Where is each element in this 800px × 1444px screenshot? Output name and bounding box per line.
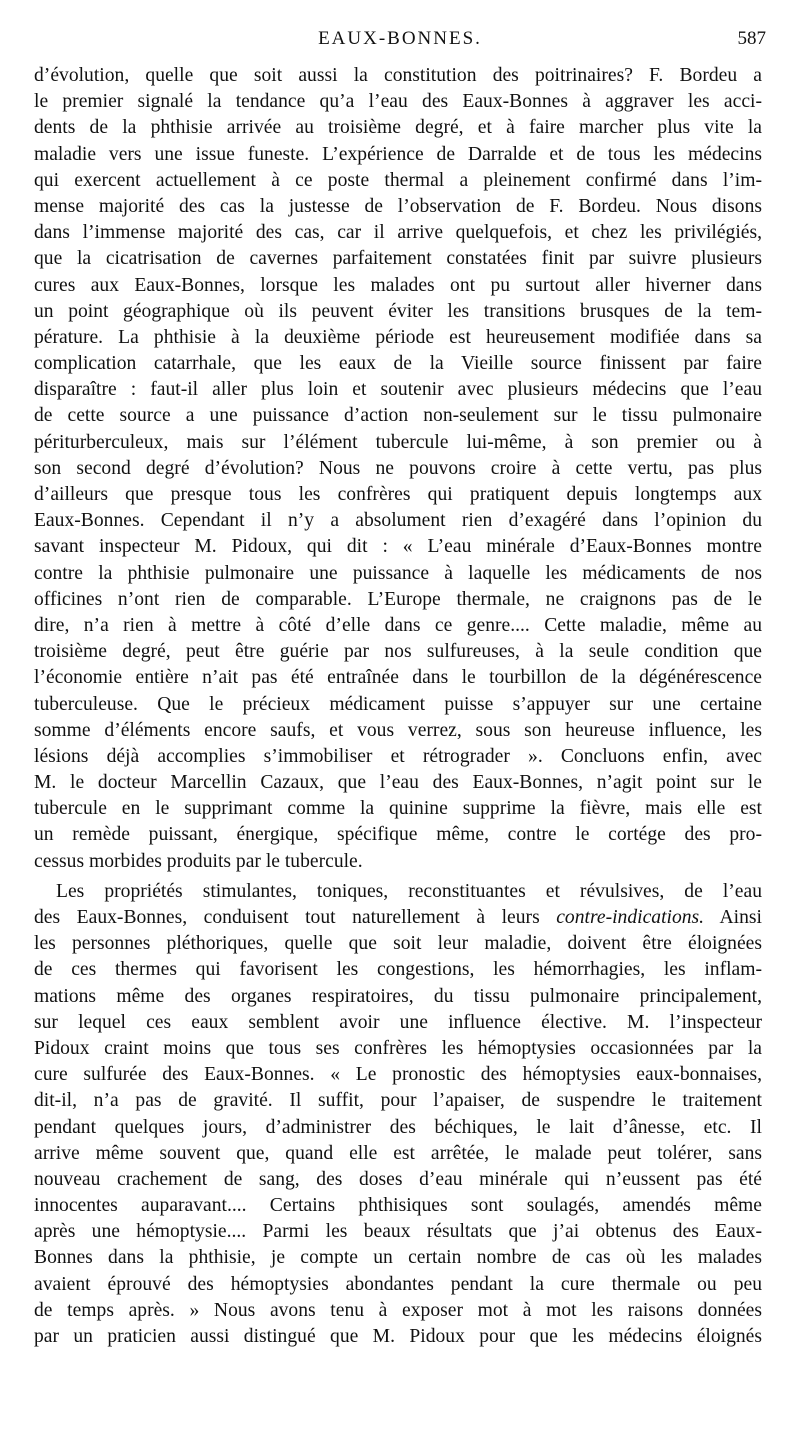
text-line: troisième degré, peut être guérie par nos sulfureuses, à la seule condition que [34, 641, 762, 663]
text-line: pendant quelques jours, d’administrer des béchiques, le lait d’ânesse, etc. Il [34, 1116, 762, 1138]
italic-term: contre-indications. [556, 907, 705, 928]
text-line: par un praticien aussi distingué que M. Pidoux pour que les médecins éloignés [34, 1326, 762, 1347]
text-line: contre la phthisie pulmonaire une puissance à laquelle les médicaments de nos [34, 562, 762, 584]
text-line: tubercule en le supprimant comme la quinine supprime la fièvre, mais elle est [34, 798, 762, 820]
text-line: nouveau crachement de sang, des doses d’eau minérale qui n’eussent pas été [34, 1168, 762, 1190]
text-line: tuberculeuse. Que le précieux médicament puisse s’appuyer sur une certaine [34, 693, 762, 715]
text-line: après une hémoptysie.... Parmi les beaux résultats que j’ai obtenus des Eaux- [34, 1221, 762, 1243]
text-line: d’évolution, quelle que soit aussi la constitution des poitrinaires? F. Bordeu a [34, 65, 762, 86]
paragraph-2-rest [34, 931, 762, 1350]
paragraph-1 [34, 63, 762, 875]
text-line: un remède puissant, énergique, spécifique même, contre le cortége des pro- [34, 824, 762, 846]
text-line: officines n’ont rien de comparable. L’Europe thermale, ne craignons pas de le [34, 588, 762, 610]
text-line: d’ailleurs que presque tous les confrères qui pratiquent depuis longtemps aux [34, 484, 762, 505]
text-line: maladie vers une issue funeste. L’expérience de Darralde et de tous les médecins [34, 143, 762, 165]
text-line: Bonnes dans la phthisie, je compte un certain nombre de cas où les malades [34, 1247, 762, 1269]
page-header [34, 28, 766, 58]
text-line: périturberculeux, mais sur l’élément tubercule lui-même, à son premier ou à [34, 431, 762, 453]
text-line: dit-il, n’a pas de gravité. Il suffit, pour l’apaiser, de suspendre le traitement [34, 1090, 762, 1112]
text-line: savant inspecteur M. Pidoux, qui dit : « L’eau minérale d’Eaux-Bonnes montre [34, 536, 762, 558]
text-line: cure sulfurée des Eaux-Bonnes. « Le pronostic des hémoptysies eaux-bonnaises, [34, 1064, 762, 1086]
text-line: un point géographique où ils peuvent éviter les transitions brusques de la tem- [34, 300, 762, 322]
text-line: avaient éprouvé des hémoptysies abondantes pendant la cure thermale ou peu [34, 1273, 762, 1295]
text-line: de temps après. » Nous avons tenu à exposer mot à mot les raisons données [34, 1299, 762, 1321]
text-line: dire, n’a rien à mettre à côté d’elle dans ce genre.... Cette maladie, même au [34, 614, 762, 636]
text-line: mations même des organes respiratoires, du tissu pulmonaire principalement, [34, 985, 762, 1007]
paragraph-2 [34, 879, 762, 1350]
running-title: EAUX-BONNES. [318, 28, 482, 49]
text-line: mense majorité des cas la justesse de l’observation de F. Bordeu. Nous disons [34, 195, 762, 217]
text-line: dans l’immense majorité des cas, car il arrive quelquefois, et chez les privilégiés, [34, 222, 762, 244]
text-line: lésions déjà accomplies s’immobiliser et rétrograder ». Concluons enfin, avec [34, 745, 762, 767]
page-number: 587 [737, 28, 766, 49]
text-line: l’économie entière n’ait pas été entraînée dans le tourbillon de la dégénérescence [34, 667, 762, 689]
text-line: le premier signalé la tendance qu’a l’eau des Eaux-Bonnes à aggraver les acci- [34, 91, 762, 113]
text-line: les personnes pléthoriques, quelle que soit leur maladie, doivent être éloignées [34, 933, 762, 955]
text-line: de cette source a une puissance d’action non-seulement sur le tissu pulmonaire [34, 405, 762, 427]
text-line: complication catarrhale, que les eaux de la Vieille source finissent par faire [34, 353, 762, 375]
text-line: son second degré d’évolution? Nous ne pouvons croire à cette vertu, pas plus [34, 457, 762, 479]
text-fragment: des Eaux-Bonnes, conduisent tout naturellement à leurs [34, 907, 557, 928]
text-line: que la cicatrisation de cavernes parfaitement constatées finit par suivre plusieurs [34, 248, 762, 270]
text-line [34, 905, 762, 931]
text-line: cures aux Eaux-Bonnes, lorsque les malades ont pu surtout aller hiverner dans [34, 274, 762, 296]
text-line: Les propriétés stimulantes, toniques, reconstituantes et révulsives, de l’eau [56, 880, 762, 902]
text-line: qui exercent actuellement à ce poste thermal a pleinement confirmé dans l’im- [34, 169, 762, 191]
text-line: Pidoux craint moins que tous ses confrères les hémoptysies occasionnées par la [34, 1037, 762, 1059]
text-line: sur lequel ces eaux semblent avoir une influence élective. M. l’inspecteur [34, 1011, 762, 1033]
text-line: Eaux-Bonnes. Cependant il n’y a absolument rien d’exagéré dans l’opinion du [34, 510, 762, 532]
text-line: somme d’éléments encore saufs, et vous verrez, sous son heureuse influence, les [34, 719, 762, 741]
text-line: disparaître : faut-il aller plus loin et soutenir avec plusieurs médecins que l’eau [34, 379, 762, 401]
text-line: innocentes auparavant.... Certains phthisiques sont soulagés, amendés même [34, 1195, 762, 1217]
text-line: de ces thermes qui favorisent les congestions, les hémorrhagies, les inflam- [34, 959, 762, 981]
text-line: arrive même souvent que, quand elle est arrêtée, le malade peut tolérer, sans [34, 1142, 762, 1164]
text-line: dents de la phthisie arrivée au troisième degré, et à faire marcher plus vite la [34, 117, 762, 139]
text-line: M. le docteur Marcellin Cazaux, que l’eau des Eaux-Bonnes, n’agit point sur le [34, 772, 762, 794]
text-line: pérature. La phthisie à la deuxième période est heureusement modifiée dans sa [34, 326, 762, 348]
text-fragment: Ainsi [704, 907, 762, 928]
text-line: cessus morbides produits par le tubercule. [34, 850, 363, 872]
body-text [34, 63, 762, 1350]
